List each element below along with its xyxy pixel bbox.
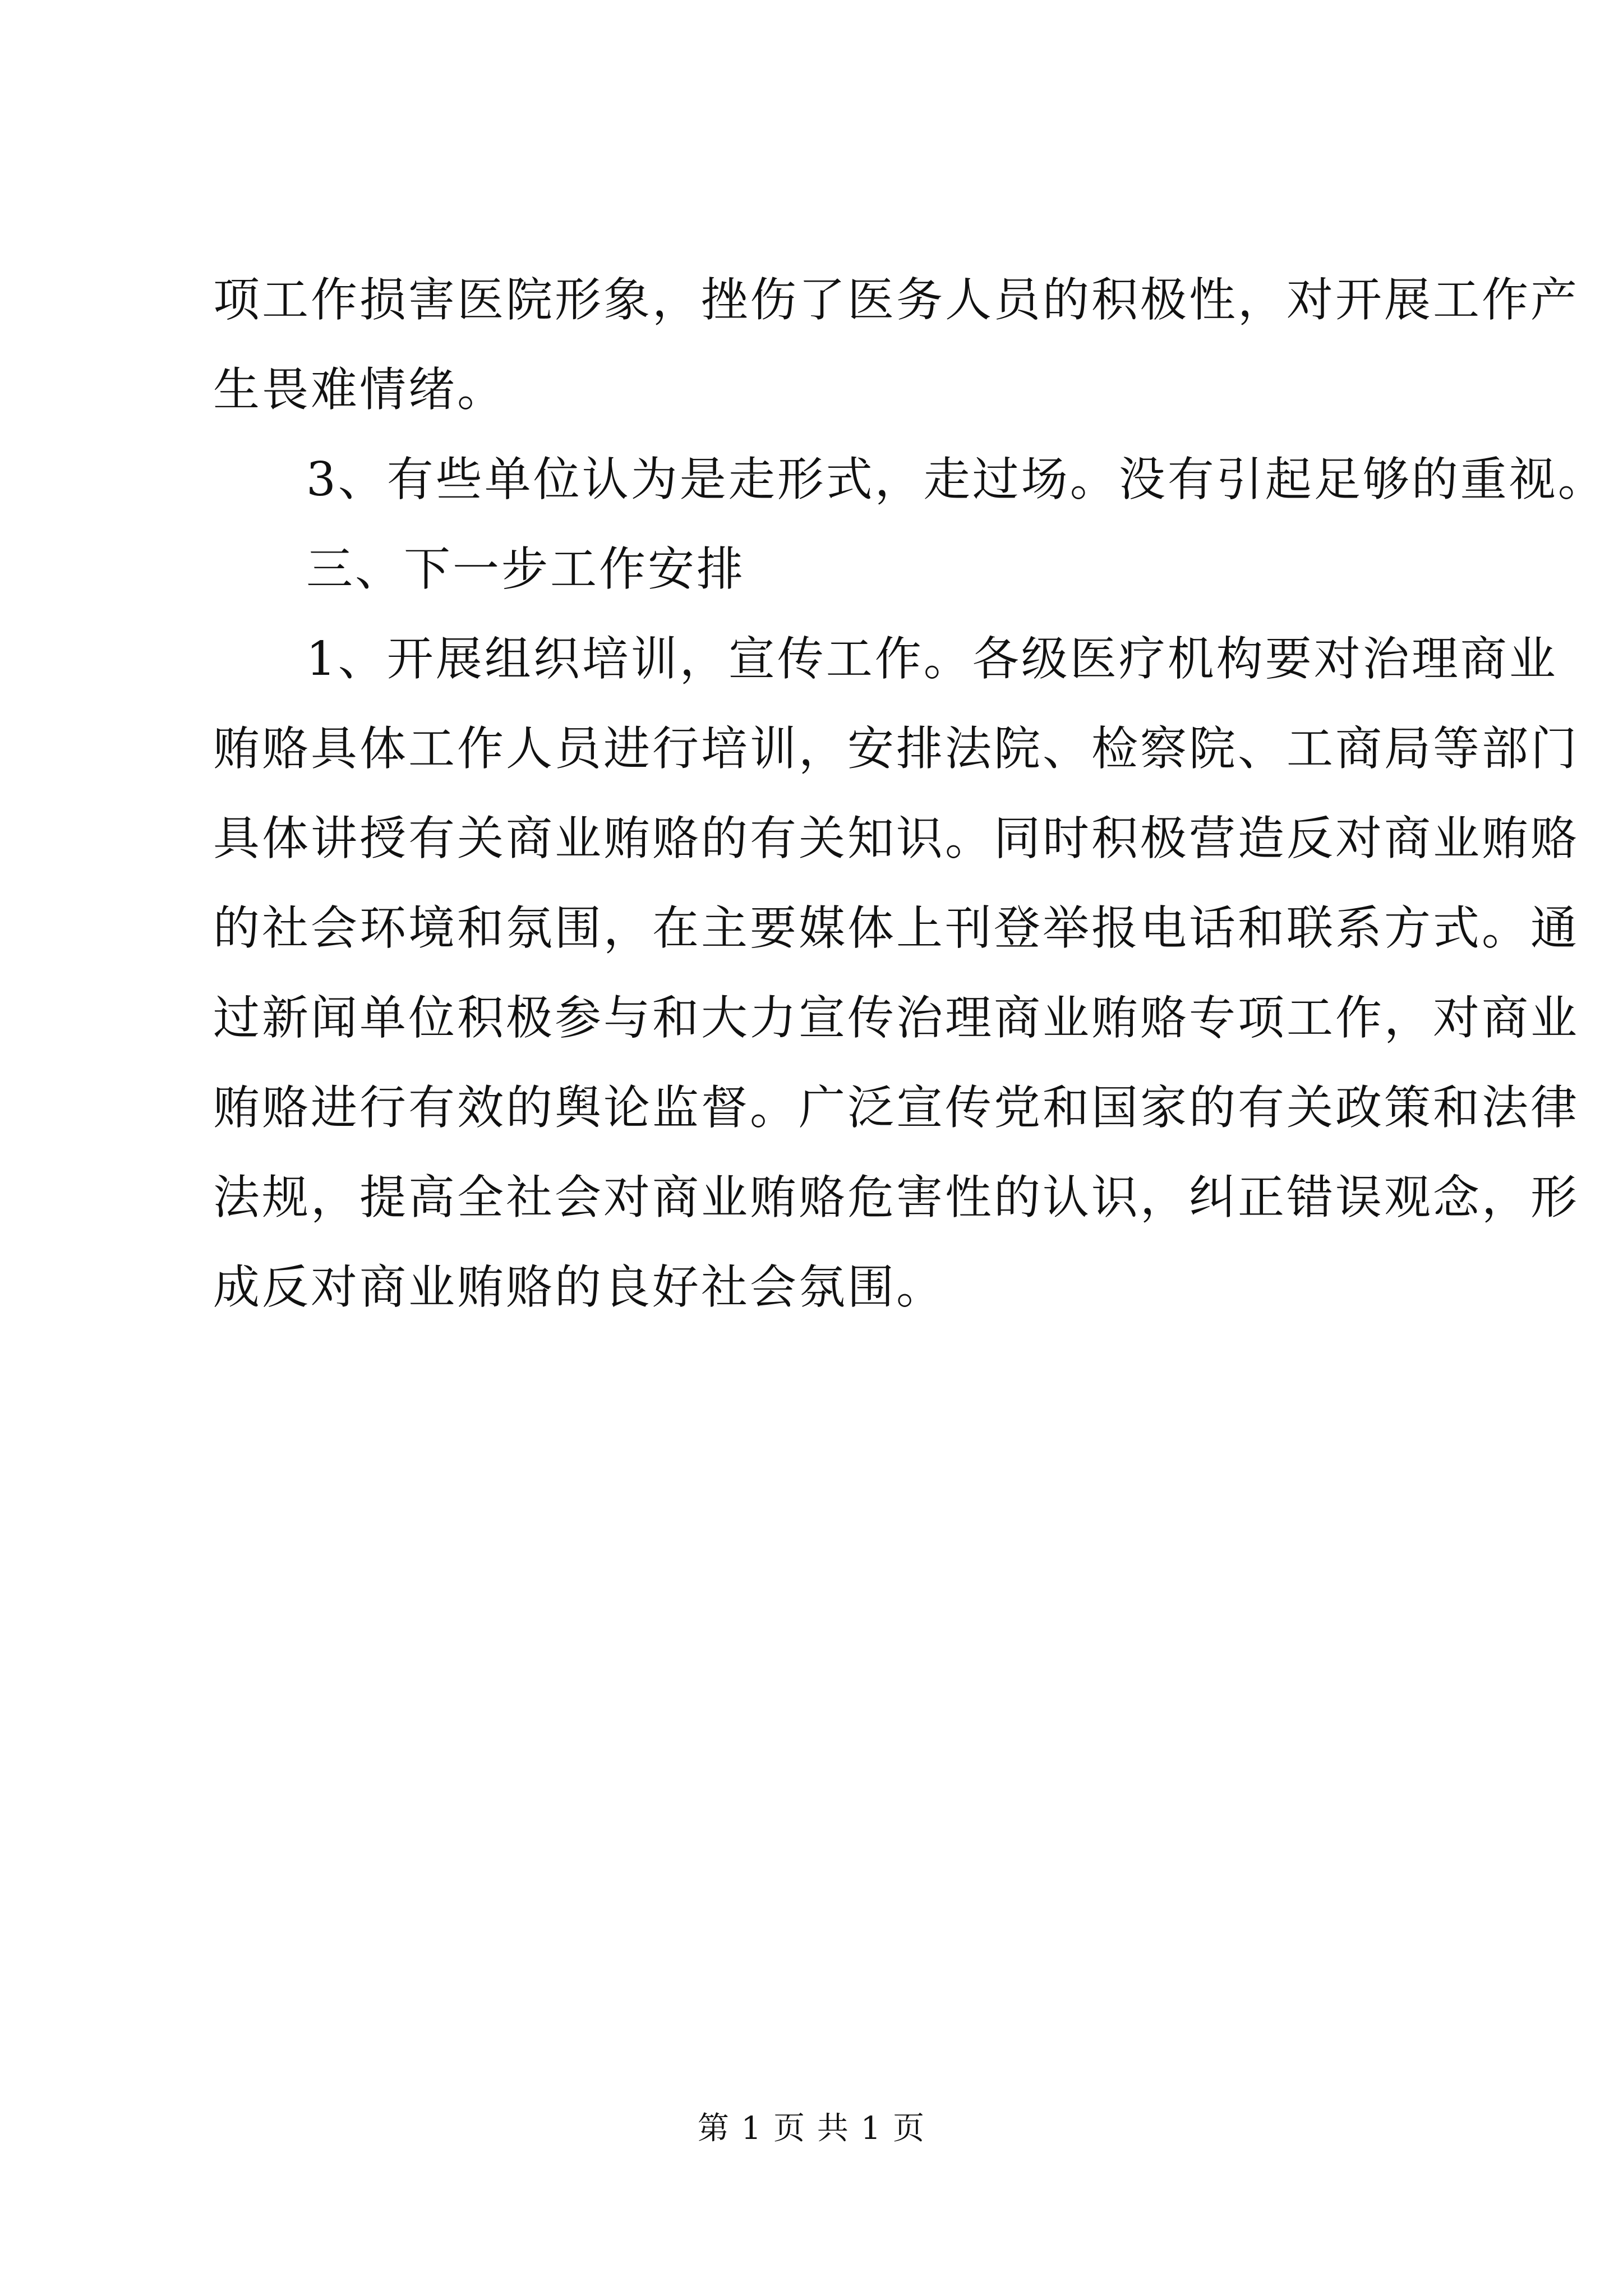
text-line: 项工作损害医院形象，挫伤了医务人员的积极性，对开展工作产	[213, 273, 1579, 327]
text-line: 的社会环境和氛围，在主要媒体上刊登举报电话和联系方式。通	[213, 901, 1579, 955]
page-number-label: 第 1 页 共 1 页	[697, 2110, 926, 2147]
text-line: 过新闻单位积极参与和大力宣传治理商业贿赂专项工作，对商业	[213, 991, 1579, 1045]
page-footer	[0, 2109, 1623, 2148]
text-line: 成反对商业贿赂的良好社会氛围。	[213, 1260, 945, 1314]
text-line: 贿赂具体工作人员进行培训，安排法院、检察院、工商局等部门	[213, 721, 1579, 776]
text-line: 法规，提高全社会对商业贿赂危害性的认识，纠正错误观念，形	[213, 1170, 1579, 1225]
text-line: 生畏难情绪。	[213, 362, 506, 417]
text-line: 具体讲授有关商业贿赂的有关知识。同时积极营造反对商业贿赂	[213, 811, 1579, 866]
document-body	[213, 255, 1607, 1332]
text-line: 贿赂进行有效的舆论监督。广泛宣传党和国家的有关政策和法律	[213, 1080, 1579, 1135]
text-line: 1、开展组织培训，宣传工作。各级医疗机构要对治理商业	[306, 632, 1558, 686]
section-heading: 三、下一步工作安排	[306, 542, 745, 596]
text-line: 3、有些单位认为是走形式，走过场。没有引起足够的重视。	[306, 452, 1607, 507]
